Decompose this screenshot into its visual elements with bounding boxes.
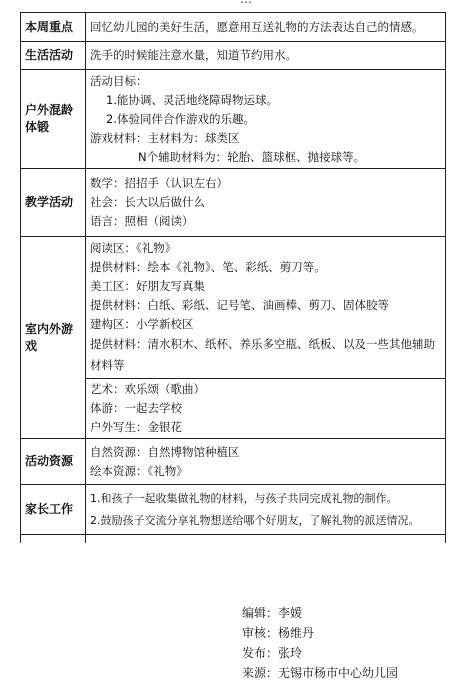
outdoor-line: 活动目标： <box>90 73 148 88</box>
outdoor-line: 1.能协调、灵活地绕障碍物运球。 <box>106 92 278 107</box>
credit-editor: 编辑：李媛 <box>242 606 303 620</box>
row-family <box>21 485 446 535</box>
label-outdoor: 户外混龄体锻 <box>21 70 86 169</box>
life-text: 洗手的时候能注意水量，知道节约用水。 <box>90 48 297 62</box>
indoor-line: 建构区：小学新校区 <box>90 317 194 331</box>
row-resources <box>21 439 446 485</box>
empty-cell <box>21 535 86 543</box>
weekly-plan-table <box>20 12 446 543</box>
outdoor-line: 2.体验同伴合作游戏的乐趣。 <box>106 111 255 126</box>
content-indoor <box>86 237 446 439</box>
outdoor-line: N个辅助材料为：轮胎、篮球框、抛接球等。 <box>138 149 366 164</box>
credit-publisher: 发布：张玲 <box>242 646 303 660</box>
indoor-areas <box>86 237 445 378</box>
family-line: 1.和孩子一起收集做礼物的材料，与孩子共同完成礼物的制作。 <box>90 491 398 505</box>
focus-text: 回忆幼儿园的美好生活，愿意用互送礼物的方法表达自己的情感。 <box>90 19 424 34</box>
family-line: 2.鼓励孩子交流分享礼物想送给哪个好朋友，了解礼物的派送情况。 <box>90 513 420 527</box>
indoor-line: 艺术：欢乐颂（歌曲） <box>90 382 205 396</box>
outdoor-line: 游戏材料：主材料为：球类区 <box>90 130 240 145</box>
label-teaching: 教学活动 <box>21 169 86 237</box>
row-teaching <box>21 169 446 237</box>
credit-reviewer: 审核：杨维丹 <box>242 626 315 640</box>
content-resources <box>86 439 446 485</box>
label-indoor: 室内外游戏 <box>21 237 86 439</box>
label-focus: 本周重点 <box>21 13 86 42</box>
empty-cell <box>86 535 446 543</box>
resources-line: 绘本资源：《礼物》 <box>90 463 188 478</box>
credits <box>242 603 398 683</box>
content-teaching <box>86 169 446 237</box>
teaching-line: 语言：照相（阅读） <box>90 214 194 228</box>
row-outdoor <box>21 70 446 169</box>
indoor-line: 提供材料：绘本《礼物》、笔、彩纸、剪刀等。 <box>90 260 326 274</box>
teaching-line: 社会：长大以后做什么 <box>90 195 205 209</box>
credit-source: 来源：无锡市杨市中心幼儿园 <box>242 666 399 680</box>
indoor-line: 提供材料：白纸、彩纸、记号笔、油画棒、剪刀、固体胶等 <box>90 298 389 312</box>
indoor-line: 阅读区：《礼物》 <box>90 241 177 255</box>
indoor-line: 美工区：好朋友写真集 <box>90 279 205 293</box>
row-focus <box>21 13 446 42</box>
indoor-line: 户外写生：金银花 <box>90 420 182 434</box>
indoor-activities <box>86 378 445 438</box>
row-indoor <box>21 237 446 439</box>
cut-off-title <box>240 0 252 6</box>
content-outdoor <box>86 70 446 169</box>
row-life <box>21 42 446 70</box>
content-focus <box>86 13 446 42</box>
content-life <box>86 42 446 70</box>
label-resources: 活动资源 <box>21 439 86 485</box>
label-family: 家长工作 <box>21 485 86 535</box>
row-empty <box>21 535 446 543</box>
resources-line: 自然资源：自然博物馆种植区 <box>90 444 240 459</box>
label-life: 生活活动 <box>21 42 86 70</box>
teaching-line: 数学：招招手（认识左右） <box>90 176 228 190</box>
indoor-line: 提供材料：清水积木、纸杯、养乐多空瓶、纸板、以及一些其他辅助材料等 <box>90 337 435 372</box>
content-family <box>86 485 446 535</box>
indoor-line: 体游：一起去学校 <box>90 401 182 415</box>
